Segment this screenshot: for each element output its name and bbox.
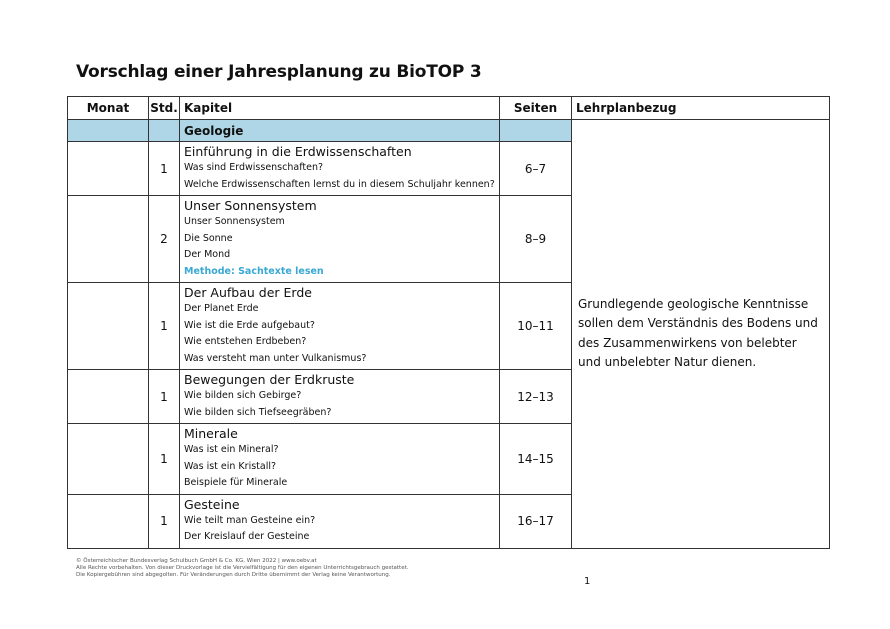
subtopic: Unser Sonnensystem	[184, 216, 285, 227]
header-monat: Monat	[68, 97, 149, 120]
footer-rights: Alle Rechte vorbehalten. Von dieser Druckvorlage ist die Vervielfältigung für den eigenen Unterrichtsgebrauch gestattet.	[76, 565, 409, 572]
std-cell: 1	[149, 424, 180, 495]
kapitel-cell	[180, 283, 500, 370]
seiten-cell: 16–17	[500, 494, 572, 548]
section-row	[68, 120, 830, 142]
subtopic: Was sind Erdwissenschaften?	[184, 162, 324, 173]
kapitel-cell	[180, 424, 500, 495]
subtopic: Was ist ein Kristall?	[184, 460, 277, 472]
kapitel-cell	[180, 196, 500, 283]
subtopic: Was ist ein Mineral?	[184, 444, 279, 455]
std-cell: 1	[149, 370, 180, 424]
kapitel-cell	[180, 142, 500, 196]
monat-cell	[68, 494, 149, 548]
subtopic: Die Sonne	[184, 232, 233, 244]
monat-cell	[68, 370, 149, 424]
header-seiten: Seiten	[500, 97, 572, 120]
subtopic: Der Planet Erde	[184, 303, 259, 314]
std-cell: 2	[149, 196, 180, 283]
std-cell: 1	[149, 494, 180, 548]
header-lehrplanbezug: Lehrplanbezug	[572, 97, 830, 120]
seiten-cell: 12–13	[500, 370, 572, 424]
chapter-title: Einführung in die Erdwissenschaften	[184, 144, 412, 159]
kapitel-cell	[180, 494, 500, 548]
chapter-title: Der Aufbau der Erde	[184, 285, 312, 300]
monat-cell	[68, 142, 149, 196]
section-std-cell	[149, 120, 180, 142]
header-row	[68, 97, 830, 120]
method-label: Methode: Sachtexte lesen	[184, 265, 324, 277]
table-body	[68, 120, 830, 549]
std-cell: 1	[149, 142, 180, 196]
subtopic: Wie teilt man Gesteine ein?	[184, 514, 316, 526]
subtopic: Wie bilden sich Tiefseegräben?	[184, 406, 332, 418]
section-seiten-cell	[500, 120, 572, 142]
planning-table	[67, 96, 830, 549]
subtopic: Wie entstehen Erdbeben?	[184, 336, 307, 347]
seiten-cell: 8–9	[500, 196, 572, 283]
std-cell: 1	[149, 283, 180, 370]
header-kapitel: Kapitel	[180, 97, 500, 120]
monat-cell	[68, 283, 149, 370]
monat-cell	[68, 196, 149, 283]
subtopic: Wie bilden sich Gebirge?	[184, 390, 302, 401]
page-title: Vorschlag einer Jahresplanung zu BioTOP 3	[76, 62, 482, 82]
seiten-cell: 10–11	[500, 283, 572, 370]
lehrplanbezug-text: Grundlegende geologische Kenntnisse sollen dem Verständnis des Bodens und des Zusammenwirkens von belebter und unbelebter Natur dienen.	[572, 120, 830, 549]
section-monat-cell	[68, 120, 149, 142]
subtopic: Der Mond	[184, 249, 231, 260]
subtopic: Wie ist die Erde aufgebaut?	[184, 319, 315, 331]
chapter-title: Minerale	[184, 426, 238, 441]
chapter-title: Bewegungen der Erdkruste	[184, 372, 355, 387]
subtopic: Der Kreislauf der Gesteine	[184, 531, 310, 542]
subtopic: Was versteht man unter Vulkanismus?	[184, 352, 367, 364]
subtopic: Beispiele für Minerale	[184, 477, 288, 488]
footer-fees: Die Kopiergebühren sind abgegolten. Für Veränderungen durch Dritte übernimmt der Verlag keine Verantwortung.	[76, 572, 391, 579]
subtopic: Welche Erdwissenschaften lernst du in diesem Schuljahr kennen?	[184, 178, 495, 190]
page-number: 1	[584, 576, 591, 587]
monat-cell	[68, 424, 149, 495]
footer-copyright: © Österreichischer Bundesverlag Schulbuch GmbH & Co. KG, Wien 2022 | www.oebv.at	[76, 558, 317, 564]
seiten-cell: 6–7	[500, 142, 572, 196]
footer	[76, 558, 409, 580]
kapitel-cell	[180, 370, 500, 424]
section-label: Geologie	[180, 120, 500, 142]
chapter-title: Gesteine	[184, 496, 240, 512]
header-std: Std.	[149, 97, 180, 120]
seiten-cell: 14–15	[500, 424, 572, 495]
chapter-title: Unser Sonnensystem	[184, 198, 317, 213]
